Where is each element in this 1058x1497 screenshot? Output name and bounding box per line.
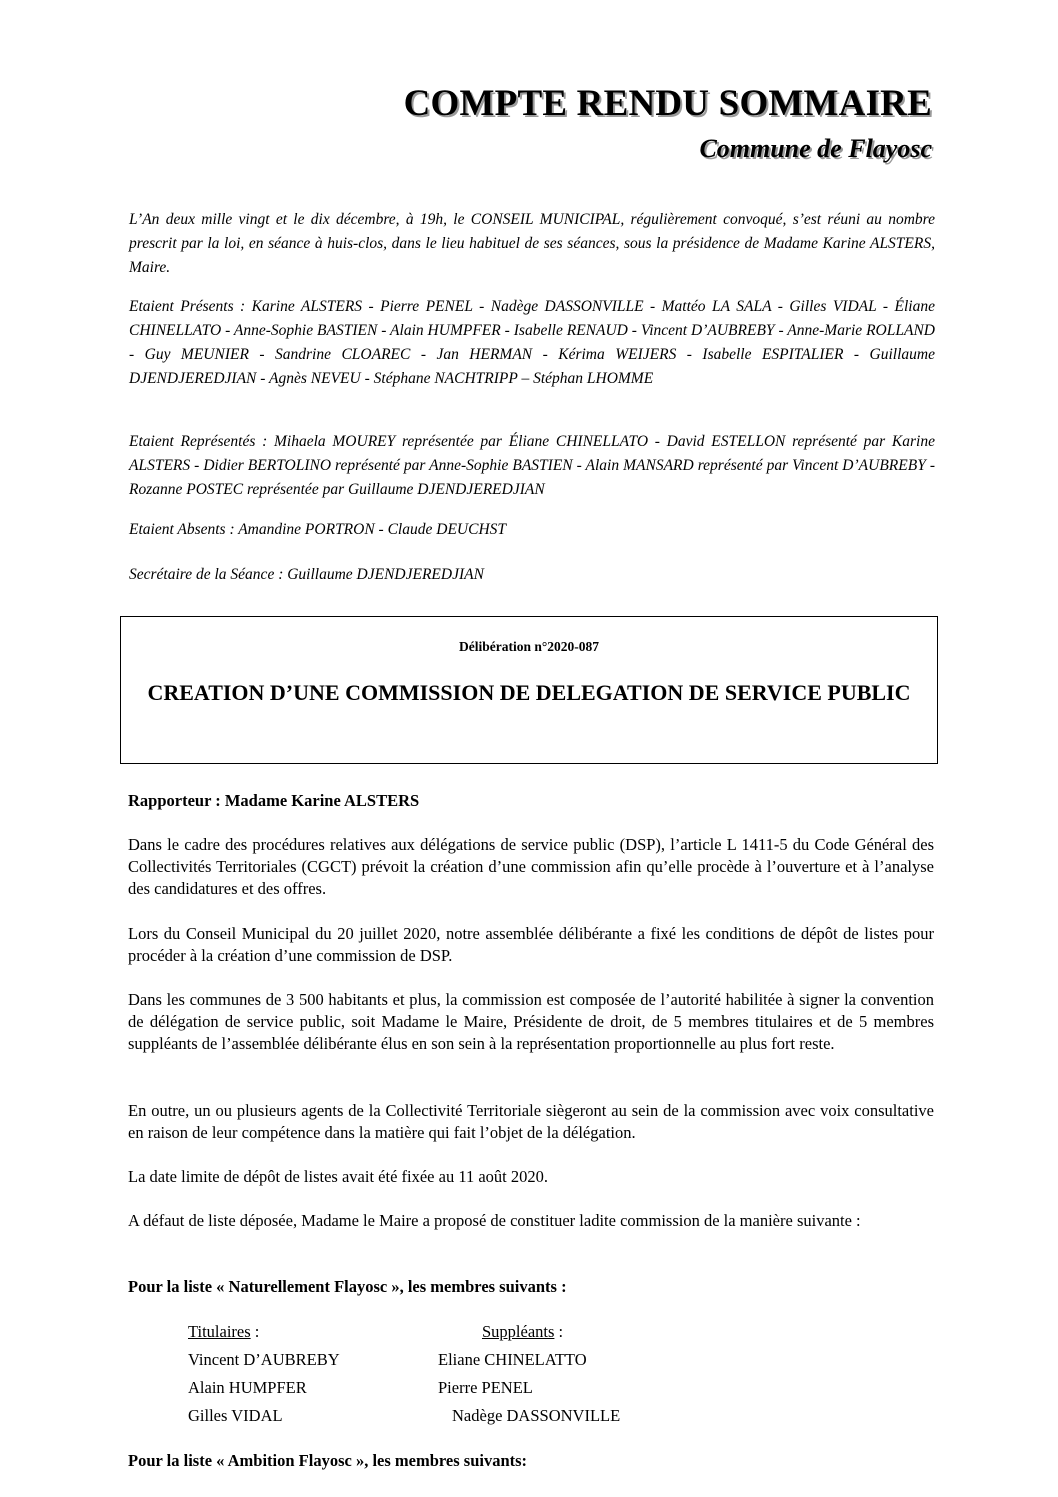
- paragraph-6: A défaut de liste déposée, Madame le Maire a proposé de constituer ladite commission de la manière suivante :: [128, 1211, 861, 1230]
- intro-absents: Etaient Absents : Amandine PORTRON - Claude DEUCHST: [129, 521, 507, 538]
- titulaire-2: Alain HUMPFER: [188, 1378, 307, 1397]
- deliberation-box: [120, 616, 938, 764]
- titulaire-1: Vincent D’AUBREBY: [188, 1350, 340, 1369]
- deliberation-title: CREATION D’UNE COMMISSION DE DELEGATION DE SERVICE PUBLIC: [147, 680, 911, 705]
- suppleant-3: Nadège DASSONVILLE: [452, 1406, 621, 1425]
- paragraph-1: Dans le cadre des procédures relatives aux délégations de service public (DSP), l’article L 1411-5 du Code Général des Collectivités Territoriales (CGCT) prévoit la création d’une commission afin qu’elle procède à l’ouverture et à l’analyse des candidatures et des offres.: [128, 835, 934, 898]
- document-subtitle: Commune de Flayosc: [699, 134, 932, 163]
- titulaires-label: Titulaires: [188, 1322, 251, 1341]
- document-title: COMPTE RENDU SOMMAIRE: [403, 83, 932, 124]
- titulaires-column: [188, 1318, 340, 1430]
- suppleants-suffix: :: [554, 1322, 564, 1341]
- titulaires-header: [188, 1318, 340, 1346]
- paragraph-2: Lors du Conseil Municipal du 20 juillet 2020, notre assemblée délibérante a fixé les conditions de dépôt de listes pour procéder à la création d’une commission de DSP.: [128, 924, 934, 965]
- list1-heading: Pour la liste « Naturellement Flayosc », les membres suivants :: [128, 1277, 567, 1296]
- paragraph-5: La date limite de dépôt de listes avait été fixée au 11 août 2020.: [128, 1167, 548, 1186]
- rapporteur: Rapporteur : Madame Karine ALSTERS: [128, 791, 420, 810]
- deliberation-number: Délibération n°2020-087: [458, 639, 600, 654]
- paragraph-3: Dans les communes de 3 500 habitants et plus, la commission est composée de l’autorité habilitée à signer la convention de délégation de service public, soit Madame le Maire, Présidente de droit, de 5 membres titulaires et de 5 membres suppléants de l’assemblée délibérante élus en son sein à la représentation proportionnelle au plus fort reste.: [128, 990, 934, 1053]
- suppleants-column: [438, 1318, 620, 1430]
- intro-representes: Etaient Représentés : Mihaela MOUREY représentée par Éliane CHINELLATO - David ESTELLON représenté par Karine ALSTERS - Didier BERTOLINO représenté par Anne-Sophie BASTIEN - Alain MANSARD représenté par Vincent D’AUBREBY - Rozanne POSTEC représentée par Guillaume DJENDJEREDJIAN: [129, 433, 935, 498]
- suppleants-header: [438, 1318, 620, 1346]
- intro-opening: L’An deux mille vingt et le dix décembre, à 19h, le CONSEIL MUNICIPAL, régulièrement convoqué, s’est réuni au nombre prescrit par la loi, en séance à huis-clos, dans le lieu habituel de ses séances, sous la présidence de Madame Karine ALSTERS, Maire.: [129, 211, 935, 276]
- paragraph-4: En outre, un ou plusieurs agents de la Collectivité Territoriale siègeront au sein de la commission avec voix consultative en raison de leur compétence dans la matière qui fait l’objet de la délégation.: [128, 1101, 934, 1142]
- suppleant-1: Eliane CHINELATTO: [438, 1350, 587, 1369]
- suppleant-2: Pierre PENEL: [438, 1378, 533, 1397]
- titulaires-suffix: :: [250, 1322, 260, 1341]
- titulaire-3: Gilles VIDAL: [188, 1406, 283, 1425]
- suppleants-label: Suppléants: [482, 1322, 555, 1341]
- intro-presents: Etaient Présents : Karine ALSTERS - Pierre PENEL - Nadège DASSONVILLE - Mattéo LA SALA - Gilles VIDAL - Éliane CHINELLATO - Anne-Sophie BASTIEN - Alain HUMPFER - Isabelle RENAUD - Vincent D’AUBREBY - Anne-Marie ROLLAND - Guy MEUNIER - Sandrine CLOAREC - Jan HERMAN - Kérima WEIJERS - Isabelle ESPITALIER - Guillaume DJENDJEREDJIAN - Agnès NEVEU - Stéphane NACHTRIPP – Stéphan LHOMME: [129, 298, 935, 387]
- list2-heading: Pour la liste « Ambition Flayosc », les membres suivants:: [128, 1451, 528, 1470]
- intro-secretaire: Secrétaire de la Séance : Guillaume DJENDJEREDJIAN: [129, 566, 484, 583]
